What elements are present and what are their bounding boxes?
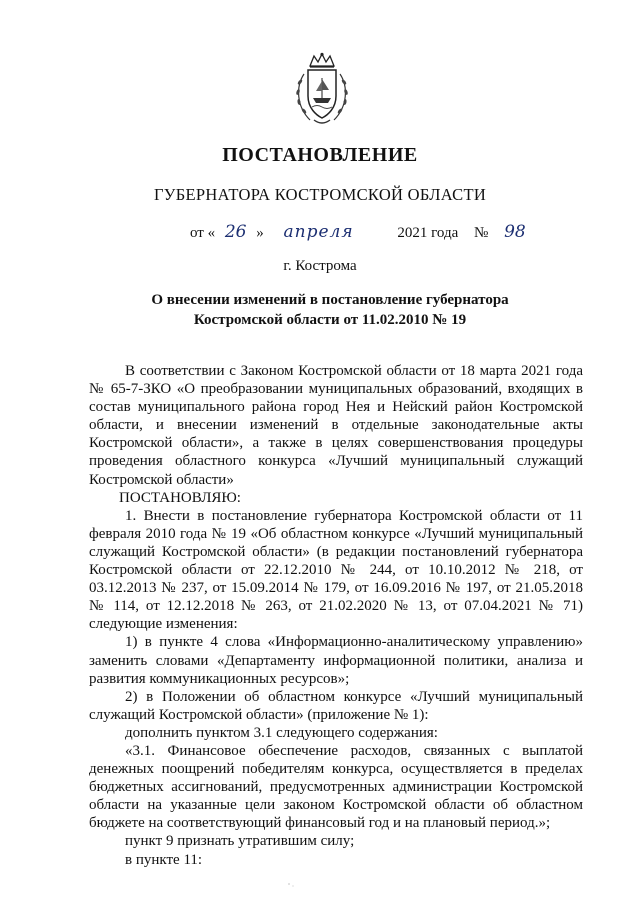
paragraph-subitem-2: 2) в Положении об областном конкурсе «Лучший муниципальный служащий Костромской области» (приложение № 1): (89, 688, 583, 723)
city-name: г. Кострома (283, 258, 357, 274)
document-body (89, 362, 583, 869)
scan-speck (287, 882, 297, 888)
paragraph-item-9: пункт 9 признать утратившим силу; (125, 833, 355, 850)
paragraph-preamble: В соответствии с Законом Костромской области от 18 марта 2021 года № 65-7-ЗКО «О преобразовании муниципальных образований, входящих в состав муниципального района город Нея и Нейский район Костромской области, и внесении изменений в отдельные законодательные акты Костромской области», а также в целях совершенствования процедуры проведения областного конкурса «Лучший муниципальный служащий Костромской области» (89, 363, 583, 488)
date-prefix: от « (190, 225, 216, 241)
date-month: апреля (283, 222, 354, 242)
paragraph-decree: ПОСТАНОВЛЯЮ: (119, 489, 241, 506)
date-line (190, 222, 526, 242)
paragraph-add-3-1: дополнить пунктом 3.1 следующего содержания: (125, 724, 438, 741)
document-title: ПОСТАНОВЛЕНИЕ (222, 144, 418, 166)
date-mid: » (256, 225, 264, 241)
paragraph-item-11: в пункте 11: (125, 851, 203, 868)
paragraph-subitem-1: 1) в пункте 4 слова «Информационно-аналитическому управлению» заменить словами «Департаменту информационной политики, анализа и развития коммуникационных ресурсов»; (89, 634, 583, 687)
coat-of-arms-emblem (290, 52, 354, 128)
document-issuer: ГУБЕРНАТОРА КОСТРОМСКОЙ ОБЛАСТИ (153, 185, 487, 204)
paragraph-item-1: 1. Внести в постановление губернатора Костромской области от 11 февраля 2010 года № 19 «Об областном конкурсе «Лучший муниципальный служащий Костромской области» (в редакции постановлений губернатора Костромской области от 22.12.2010 № 244, от 10.10.2012 № 218, от 03.12.2013 № 237, от 15.09.2014 № 179, от 16.09.2016 № 197, от 21.05.2018 № 114, от 12.12.2018 № 263, от 21.02.2020 № 13, от 07.04.2021 № 71) следующие изменения: (89, 507, 583, 633)
date-year: 2021 года (397, 225, 459, 241)
date-day: 26 (224, 222, 247, 242)
document-number: 98 (504, 222, 526, 242)
document-subject: О внесении изменений в постановление губернатора Костромской области от 11.02.2010 № 19 (151, 292, 509, 328)
paragraph-3-1-text: «3.1. Финансовое обеспечение расходов, связанных с выплатой денежных поощрений победителям конкурса, осуществляется в пределах бюджетных ассигнований, предусмотренных администрации Костромской области на указанные цели законом Костромской области об областном бюджете на соответствующий финансовый год и на плановый период.»; (89, 742, 583, 832)
number-label: № (474, 225, 489, 241)
